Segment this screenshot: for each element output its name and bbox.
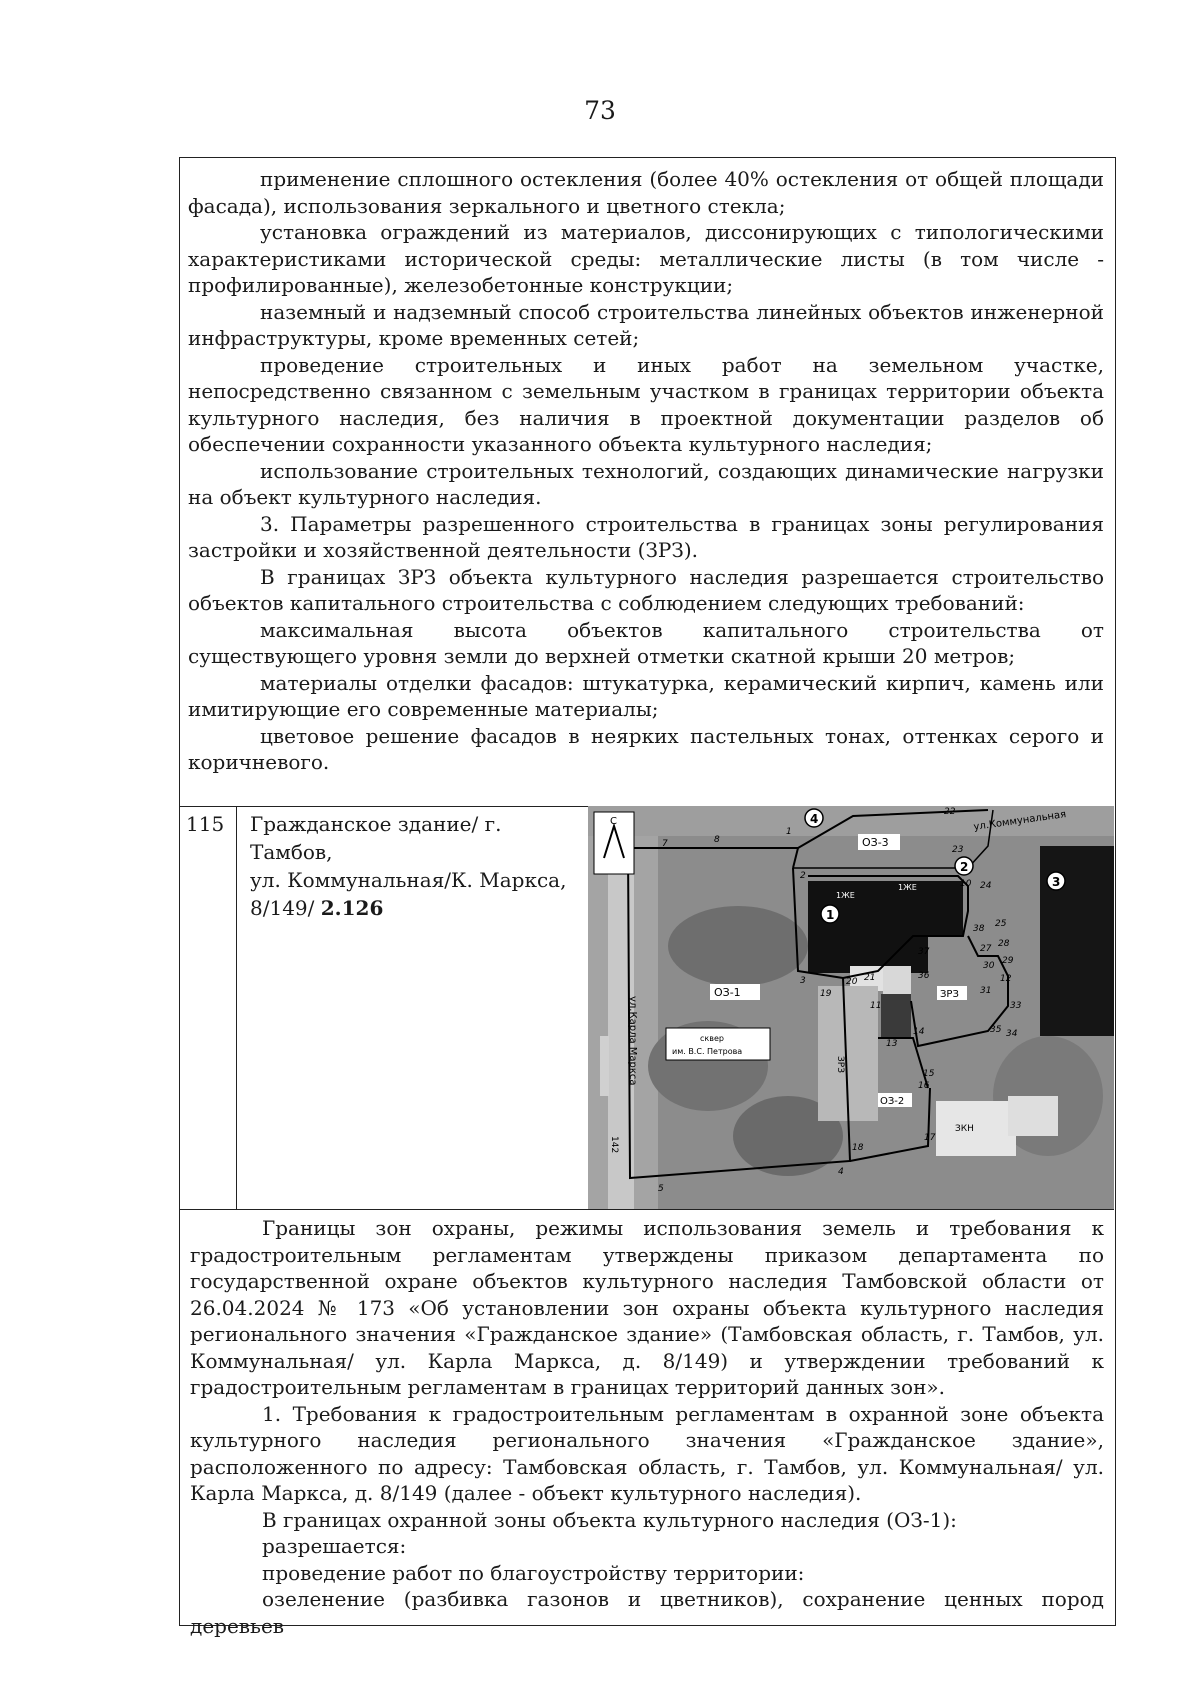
point-label: 31 (980, 986, 992, 996)
paragraph: применение сплошного остекления (более 40% остекления от общей площади фасада), использования зеркального и цветного стекла; (188, 167, 1104, 218)
point-label: 1 (786, 827, 792, 837)
paragraph: озеленение (разбивка газонов и цветников), сохранение ценных пород деревьев (190, 1587, 1104, 1638)
paragraph: разрешается: (262, 1534, 407, 1558)
point-label: 19 (820, 989, 832, 999)
point-label: 14 (913, 1027, 925, 1037)
row-number: 115 (186, 812, 225, 836)
point-label: 22 (944, 807, 956, 817)
building-shape (1008, 1096, 1058, 1136)
building-shape (881, 994, 911, 1039)
point-label: 37 (918, 947, 930, 957)
point-label: 4 (838, 1167, 844, 1177)
object-name-line: Гражданское здание/ г. Тамбов, (250, 812, 502, 864)
point-label: 25 (995, 919, 1007, 929)
street-label-left: ул.Карла Маркса (627, 996, 638, 1086)
point-label: 36 (918, 971, 930, 981)
document-table (179, 157, 1116, 1638)
paragraph: цветовое решение фасадов в неярких пастельных тонах, оттенках серого и коричневого. (188, 723, 1104, 774)
object-name-line (250, 894, 580, 922)
zone-label-zkn: ЗКН (955, 1124, 974, 1134)
paragraph: 3. Параметры разрешенного строительства в границах зоны регулирования застройки и хозяйственной деятельности (ЗРЗ). (188, 511, 1104, 562)
building-shape (883, 966, 911, 996)
road-marking (600, 1036, 609, 1096)
point-label: 15 (923, 1069, 935, 1079)
point-label: 2 (800, 871, 806, 881)
object-marker-label: 3 (1052, 875, 1061, 889)
object-marker-label: 1 (826, 908, 835, 922)
street-label-top: ул.Коммунальная (972, 809, 1067, 833)
point-label: 35 (990, 1025, 1002, 1035)
point-label: 3 (800, 976, 806, 986)
point-label: 21 (864, 973, 876, 983)
zone-label-oz2: ОЗ-2 (880, 1096, 905, 1107)
point-label: 5 (658, 1184, 664, 1194)
point-label: 38 (973, 924, 985, 934)
zone-label-zrz-vertical: ЗРЗ (835, 1056, 845, 1073)
building-shape (928, 881, 963, 936)
point-label: 16 (918, 1081, 930, 1091)
zone-map-image (588, 806, 1114, 1209)
building-label: 1ЖЕ (898, 883, 917, 892)
page-number: 73 (584, 96, 616, 125)
point-label: 17 (924, 1133, 936, 1143)
bottom-text-block (180, 1209, 1114, 1638)
map-tree-cluster (668, 906, 808, 986)
object-code: 2.126 (320, 896, 384, 920)
paragraph: В границах охранной зоны объекта культурного наследия (ОЗ-1): (262, 1507, 957, 1532)
point-label: 7 (662, 839, 668, 849)
building-label: 1ЖЕ (836, 891, 855, 900)
point-label: 33 (1010, 1001, 1022, 1011)
point-label: 34 (1006, 1029, 1018, 1039)
zone-map (588, 806, 1114, 1209)
paragraph: наземный и надземный способ строительства линейных объектов инженерной инфраструктуры, кроме временных сетей; (188, 299, 1104, 350)
point-label: 23 (952, 845, 964, 855)
paragraph: проведение работ по благоустройству территории: (262, 1560, 805, 1585)
object-name-line: ул. Коммунальная/К. Маркса, (250, 868, 567, 892)
building-shape (936, 1101, 1016, 1156)
point-label: 18 (852, 1143, 864, 1153)
point-label: 20 (846, 977, 858, 987)
object-name-cell (236, 806, 588, 1209)
paragraph: установка ограждений из материалов, диссонирующих с типологическими характеристиками исторической среды: металлические листы (в том числе - профилированные), железобетонные конструкции; (188, 220, 1104, 297)
paragraph: 1. Требования к градостроительным регламентам в охранной зоне объекта культурного наследия регионального значения «Гражданское здание», расположенного по адресу: Тамбовская область, г. Тамбов, ул. Коммунальная/ ул. Карла Маркса, д. 8/149 (далее - объект культурного наследия). (190, 1401, 1104, 1505)
point-label: 12 (1000, 974, 1012, 984)
point-label: 29 (1002, 956, 1014, 966)
paragraph: проведение строительных и иных работ на земельном участке, непосредственно связанном с земельным участком в границах территории объекта культурного наследия, без наличия в проектной документации разделов об обеспечении сохранности указанного объекта культурного наследия; (188, 352, 1104, 456)
zone-label-zrz: ЗРЗ (940, 989, 959, 1000)
point-label: 27 (980, 944, 992, 954)
point-label: 11 (870, 1001, 882, 1011)
point-label: 8 (714, 835, 720, 845)
square-label-2: им. В.С. Петрова (672, 1047, 743, 1056)
north-label: С (610, 816, 617, 827)
road-number: 142 (609, 1136, 619, 1154)
point-label: 30 (983, 961, 995, 971)
zone-label-oz1: ОЗ-1 (714, 986, 741, 999)
paragraph: В границах ЗРЗ объекта культурного наследия разрешается строительство объектов капитального строительства с соблюдением следующих требований: (188, 564, 1104, 615)
paragraph: материалы отделки фасадов: штукатурка, керамический кирпич, камень или имитирующие его современные материалы; (188, 670, 1104, 721)
point-label: 24 (980, 881, 992, 891)
heritage-building-shape (808, 881, 928, 973)
zone-label-oz3: ОЗ-3 (862, 836, 889, 849)
paragraph: Границы зон охраны, режимы использования земель и требования к градостроительным регламентам утверждены приказом департамента по государственной охране объектов культурного наследия Тамбовской области от 26.04.2024 № 173 «Об установлении зон охраны объекта культурного наследия регионального значения «Гражданское здание» (Тамбовская область, г. Тамбов, ул. Коммунальная/ ул. Карла Маркса, д. 8/149) и утверждении требований к градостроительным регламентам в границах территорий данных зон». (190, 1216, 1104, 1399)
paragraph: максимальная высота объектов капитального строительства от существующего уровня земли до верхней отметки скатной крыши 20 метров; (188, 617, 1104, 668)
paragraph: использование строительных технологий, создающих динамические нагрузки на объект культурного наследия. (188, 458, 1104, 509)
square-label-1: сквер (700, 1034, 724, 1043)
point-label: 28 (998, 939, 1010, 949)
point-label: 10 (960, 879, 972, 889)
top-text-block (180, 158, 1114, 806)
object-marker-label: 2 (960, 860, 969, 874)
object-name-line: 8/149/ (250, 896, 321, 920)
object-marker-label: 4 (810, 812, 819, 826)
point-label: 13 (886, 1039, 898, 1049)
